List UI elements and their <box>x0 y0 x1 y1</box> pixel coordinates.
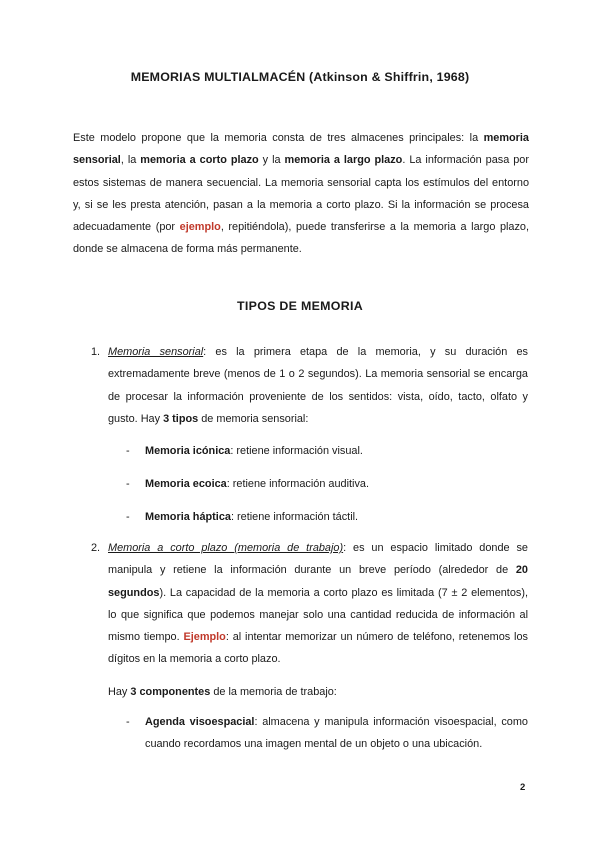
intro-text: y la <box>258 154 285 167</box>
dash-bullet: - <box>126 478 130 490</box>
item-bold: 20 segundos <box>108 564 528 599</box>
item-highlight-ejemplo: Ejemplo <box>183 631 226 644</box>
item-bold: 3 tipos <box>163 412 199 425</box>
term-memoria-corto-plazo: Memoria a corto plazo (memoria de trabajo) <box>108 542 344 554</box>
sub-item-desc: : almacena y manipula información visoespacial, como cuando recordamos una imagen mental de un objeto o una ubicación. <box>145 716 528 751</box>
sub-item-desc: : retiene información visual. <box>230 445 363 457</box>
sub-item-haptica <box>126 506 528 528</box>
sub-item-name: Memoria icónica <box>145 445 231 457</box>
sub-item-iconica <box>126 440 528 462</box>
sub-item-desc: : retiene información táctil. <box>230 511 359 523</box>
sub-item-desc: : retiene información auditiva. <box>226 478 369 490</box>
term-memoria-sensorial: Memoria sensorial <box>108 346 204 358</box>
list-number: 2. <box>91 542 101 554</box>
page-number: 2 <box>520 782 526 793</box>
intro-highlight-ejemplo: ejemplo <box>179 221 221 234</box>
intro-bold-sensorial: memoria sensorial <box>73 132 529 167</box>
intro-text: , repitiéndola), puede transferirse a la memoria a largo plazo, donde se almacena de forma más permanente. <box>73 221 530 256</box>
intro-text: , la <box>120 154 141 167</box>
intro-bold-largo: memoria a largo plazo <box>284 154 403 167</box>
components-intro <box>108 681 528 703</box>
sub-item-agenda-visoespacial <box>126 711 528 756</box>
intro-text: . La información pasa por estos sistemas de manera secuencial. La memoria sensorial capta los estímulos del entorno y, si se les presta atención, pasan a la memoria a corto plazo. Si la información se procesa adecuadamente (por <box>73 154 529 234</box>
dash-bullet: - <box>126 716 130 728</box>
item-text: : es un espacio limitado donde se manipula y retiene la información durante un breve período (alrededor de <box>108 542 528 577</box>
page-title: MEMORIAS MULTIALMACÉN (Atkinson & Shiffrin, 1968) <box>130 70 470 84</box>
dash-bullet: - <box>126 445 130 457</box>
components-text: de la memoria de trabajo: <box>210 686 337 698</box>
sub-item-name: Memoria ecoica <box>145 478 227 490</box>
components-text: Hay <box>108 686 131 698</box>
item-text: : es la primera etapa de la memoria, y su duración es extremadamente breve (menos de 1 o 2 segundos). La memoria sensorial se encarga de procesar la información proveniente de los sentidos: vista, oído, tacto, olfato y gusto. Hay <box>108 346 528 425</box>
item-text: : al intentar memorizar un número de teléfono, retenemos los dígitos en la memoria a corto plazo. <box>108 631 528 666</box>
intro-paragraph <box>73 127 529 261</box>
list-item-corto-plazo <box>91 537 528 671</box>
item-text: de memoria sensorial: <box>198 412 309 425</box>
dash-bullet: - <box>126 511 130 523</box>
sub-item-name: Memoria háptica <box>145 511 231 523</box>
item-text: ). La capacidad de la memoria a corto plazo es limitada (7 ± 2 elementos), lo que significa que podemos manejar solo una cantidad reducida de información al mismo tiempo. <box>108 586 528 644</box>
list-number: 1. <box>91 346 101 358</box>
sub-item-ecoica <box>126 473 528 495</box>
list-item-sensorial <box>91 341 528 430</box>
intro-bold-corto: memoria a corto plazo <box>140 154 259 167</box>
sub-item-name: Agenda visoespacial <box>145 716 255 728</box>
section-title: TIPOS DE MEMORIA <box>237 299 363 313</box>
components-bold: 3 componentes <box>130 686 211 698</box>
intro-text: Este modelo propone que la memoria consta de tres almacenes principales: la <box>73 132 484 144</box>
